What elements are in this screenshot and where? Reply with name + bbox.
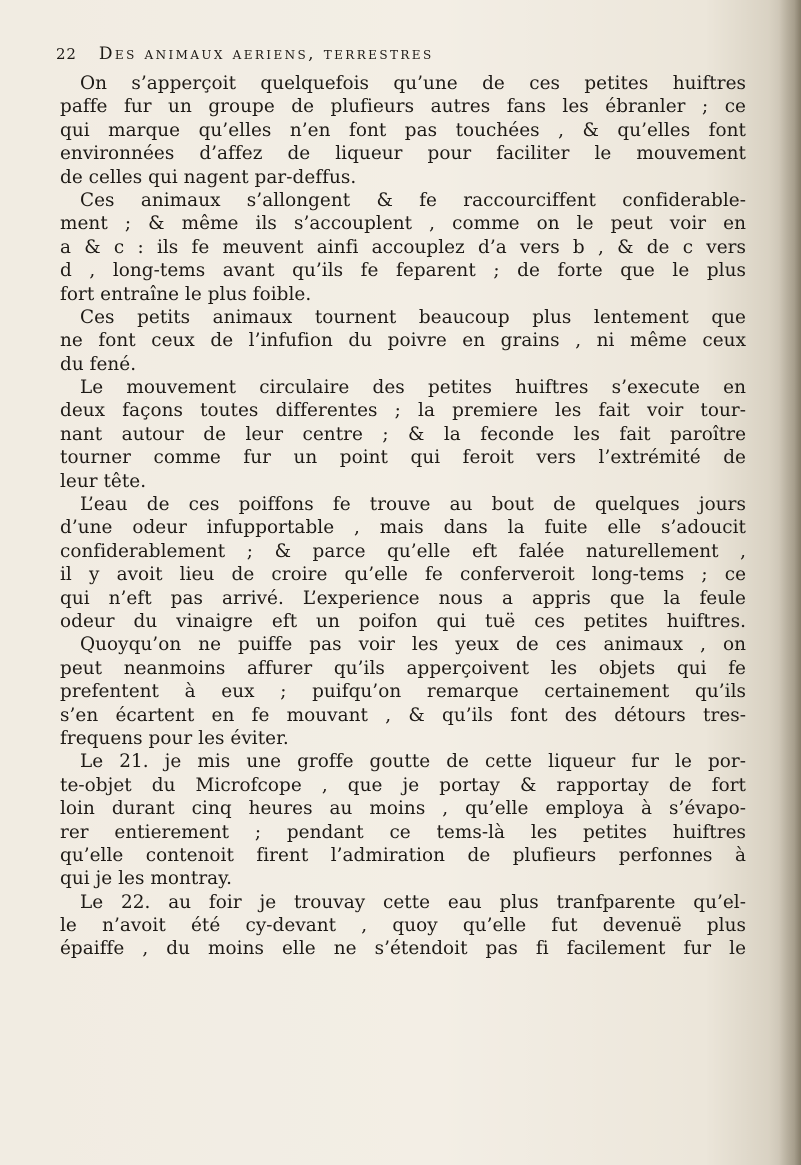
text-line: Ces animaux s’allongent & fe raccourciffent confiderable- xyxy=(80,189,746,211)
text-line: peut neanmoins affurer qu’ils apperçoivent les objets qui fe xyxy=(60,657,746,679)
text-line: d , long-tems avant qu’ils fe feparent ; de forte que le plus xyxy=(60,260,746,282)
running-title: Des animaux aeriens, terrestres xyxy=(98,44,434,64)
text-line: confiderablement ; & parce qu’elle eft falée naturellement , xyxy=(60,540,746,562)
text-line: te-objet du Microfcope , que je portay & rapportay de fort xyxy=(60,774,746,796)
text-line: ne font ceux de l’infufion du poivre en grains , ni même ceux xyxy=(60,330,746,352)
text-line: L’eau de ces poiffons fe trouve au bout de quelques jours xyxy=(80,494,746,516)
text-line: rer entierement ; pendant ce tems-là les petites huiftres xyxy=(60,821,746,843)
text-line: Le 22. au foir je trouvay cette eau plus tranfparente qu’el- xyxy=(80,891,746,913)
text-line: leur tête. xyxy=(60,470,147,492)
text-line: il y avoit lieu de croire qu’elle fe conferveroit long-tems ; ce xyxy=(60,564,746,586)
text-line: prefentent à eux ; puifqu’on remarque certainement qu’ils xyxy=(60,681,746,703)
text-line: s’en écartent en fe mouvant , & qu’ils font des détours tres- xyxy=(60,704,746,726)
text-line: environnées d’affez de liqueur pour faciliter le mouvement xyxy=(60,143,746,165)
text-line: épaiffe , du moins elle ne s’étendoit pas fi facilement fur le xyxy=(60,938,746,960)
text-line: nant autour de leur centre ; & la feconde les fait paroître xyxy=(60,423,746,445)
text-line: paffe fur un groupe de plufieurs autres fans les ébranler ; ce xyxy=(60,96,746,118)
page-number: 22 xyxy=(56,45,77,63)
text-line: qui marque qu’elles n’en font pas touchées , & qu’elles font xyxy=(60,119,746,141)
text-line: d’une odeur infupportable , mais dans la fuite elle s’adoucit xyxy=(60,517,746,539)
text-line: tourner comme fur un point qui feroit vers l’extrémité de xyxy=(60,447,746,469)
text-line: Ces petits animaux tournent beaucoup plus lentement que xyxy=(80,306,746,328)
text-line: frequens pour les éviter. xyxy=(60,727,289,749)
running-header xyxy=(56,44,746,64)
text-line: odeur du vinaigre eft un poifon qui tuë ces petites huiftres. xyxy=(60,610,746,632)
text-line: de celles qui nagent par-deffus. xyxy=(60,166,357,188)
text-line: le n’avoit été cy-devant , quoy qu’elle fut devenuë plus xyxy=(60,915,746,937)
text-line: deux façons toutes differentes ; la premiere les fait voir tour- xyxy=(60,400,746,422)
text-line: qui je les montray. xyxy=(60,868,233,890)
text-line: du fené. xyxy=(60,353,137,375)
text-line: ment ; & même ils s’accouplent , comme on le peut voir en xyxy=(60,213,746,235)
text-line: qui n’eft pas arrivé. L’experience nous a appris que la feule xyxy=(60,587,746,609)
text-line: Le 21. je mis une groffe goutte de cette liqueur fur le por- xyxy=(80,751,746,773)
text-line: qu’elle contenoit firent l’admiration de plufieurs perfonnes à xyxy=(60,844,746,866)
text-line: a & c : ils fe meuvent ainfi accouplez d’a vers b , & de c vers xyxy=(60,236,746,258)
text-line: loin durant cinq heures au moins , qu’elle employa à s’évapo- xyxy=(60,798,746,820)
page-edge-shadow xyxy=(779,0,801,1165)
text-line: fort entraîne le plus foible. xyxy=(60,283,312,305)
text-line: On s’apperçoit quelquefois qu’une de ces petites huiftres xyxy=(80,73,746,94)
body-text xyxy=(60,72,746,961)
text-line: Quoyqu’on ne puiffe pas voir les yeux de ces animaux , on xyxy=(80,634,746,656)
text-line: Le mouvement circulaire des petites huiftres s’execute en xyxy=(80,377,746,399)
